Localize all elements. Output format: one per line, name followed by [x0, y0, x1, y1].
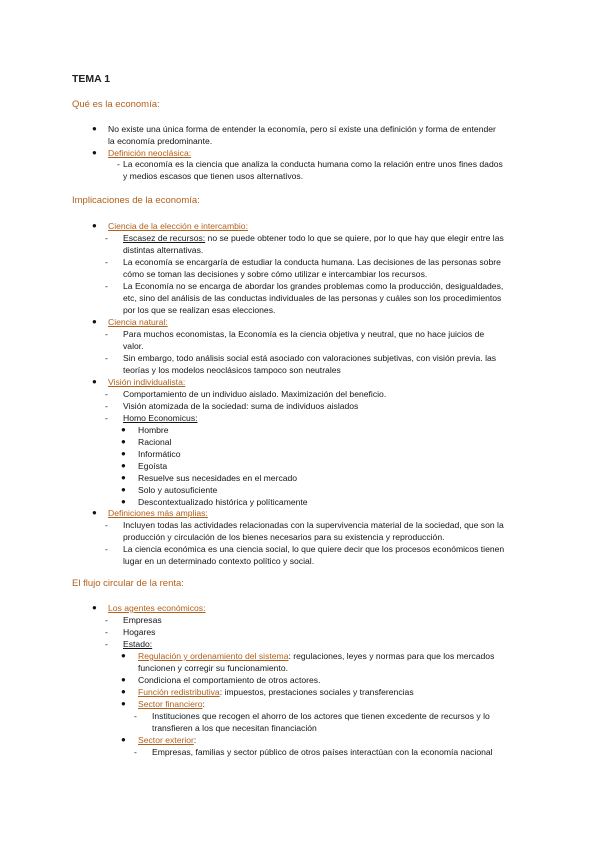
homo-economicus-label: Homo Economicus: [123, 413, 198, 423]
text-line: la economía predominante. [108, 136, 213, 146]
bullet-icon: ● [92, 508, 97, 517]
dash-icon: - [105, 615, 108, 625]
bullet-icon: ● [121, 735, 126, 744]
text-line: La ciencia económica es una ciencia social, lo que quiere decir que los procesos económicos tienen [123, 544, 505, 554]
page-title: TEMA 1 [72, 73, 111, 85]
text-line: Para muchos economistas, la Economía es la ciencia objetiva y neutral, que no hace juicios de [123, 329, 485, 339]
bullet-icon: ● [121, 687, 126, 696]
dash-icon: - [105, 389, 108, 399]
text-line: Función redistributiva: impuestos, prestaciones sociales y transferencias [138, 687, 414, 697]
text-line: Sin embargo, todo análisis social está asociado con valoraciones subjetivas, con visión previa. las [123, 353, 497, 363]
text-line: Incluyen todas las actividades relacionadas con la supervivencia material de la sociedad, que son la [123, 520, 504, 530]
text-line: Visión atomizada de la sociedad: suma de individuos aislados [123, 401, 359, 411]
text-line: producción y circulación de los bienes necesarios para su existencia y reproducción. [123, 532, 445, 542]
bullet-icon: ● [121, 497, 126, 506]
bullet-icon: ● [121, 437, 126, 446]
list-item: Resuelve sus necesidades en el mercado [138, 473, 298, 483]
dash-icon: - [105, 329, 108, 339]
dash-icon: - [105, 281, 108, 291]
section-heading-implicaciones: Implicaciones de la economía: [72, 195, 200, 206]
text-line: Empresas [123, 615, 162, 625]
section-heading-flujo-circular: El flujo circular de la renta: [72, 578, 184, 589]
text-line: Comportamiento de un individuo aislado. Maximización del beneficio. [123, 389, 387, 399]
list-item: Hombre [138, 425, 169, 435]
bullet-icon: ● [92, 148, 97, 157]
bullet-icon: ● [121, 651, 126, 660]
text-line: Instituciones que recogen el ahorro de los actores que tienen excedente de recursos y lo [152, 711, 490, 721]
text-line: Condiciona el comportamiento de otros actores. [138, 675, 321, 685]
dash-icon: - [105, 413, 108, 423]
bullet-icon: ● [121, 461, 126, 470]
text-line: La Economía no se encarga de abordar los grandes problemas como la producción, desigualdades, [123, 281, 504, 291]
text-line: Regulación y ordenamiento del sistema: regulaciones, leyes y normas para que los mercados [138, 651, 495, 661]
dash-icon: - [134, 747, 137, 757]
list-item: Descontextualizado histórica y políticamente [138, 497, 308, 507]
dash-icon: - [105, 353, 108, 363]
text-line: por los que se realizan esas elecciones. [123, 305, 276, 315]
text-line: La economía es la ciencia que analiza la conducta humana como la relación entre unos fines dados [123, 159, 503, 169]
dash-icon: - [117, 159, 120, 169]
list-item: Racional [138, 437, 172, 447]
text-line: teorías y los modelos neoclásicos tampoco son neutrales [123, 365, 341, 375]
text-line: No existe una única forma de entender la economía, pero sí existe una definición y forma de entender [108, 124, 496, 134]
dash-icon: - [105, 520, 108, 530]
dash-icon: - [105, 257, 108, 267]
list-item: Informático [138, 449, 181, 459]
dash-icon: - [105, 627, 108, 637]
estado-label: Estado: [123, 639, 153, 649]
sector-exterior-label: Sector exterior: [138, 735, 197, 745]
ciencia-natural-label: Ciencia natural: [108, 317, 168, 327]
section-heading-que-es: Qué es la economía: [72, 99, 160, 110]
text-line: cómo se toman las decisiones y sobre cómo utilizar e intercambiar los recursos. [123, 269, 428, 279]
definiciones-amplias-label: Definiciones más amplias: [108, 508, 208, 518]
text-line: Empresas, familias y sector público de otros países interactúan con la economía nacional [152, 747, 493, 757]
text-line: lugar en un determinado contexto político y social. [123, 556, 315, 566]
definicion-neoclasica-label: Definición neoclásica: [108, 148, 192, 158]
text-line: etc, sino del análisis de las conductas individuales de las personas y cuáles son los procedimientos [123, 293, 502, 303]
text-line: valor. [123, 341, 144, 351]
dash-icon: - [105, 544, 108, 554]
bullet-icon: ● [92, 221, 97, 230]
dash-icon: - [134, 711, 137, 721]
text-line: La economía se encargaría de estudiar la conducta humana. Las decisiones de las personas sobre [123, 257, 501, 267]
bullet-icon: ● [121, 449, 126, 458]
bullet-icon: ● [92, 377, 97, 386]
dash-icon: - [105, 639, 108, 649]
bullet-icon: ● [92, 603, 97, 612]
text-line: Escasez de recursos: no se puede obtener todo lo que se quiere, por lo que hay que elegir entre las [123, 233, 504, 243]
agentes-economicos-label: Los agentes económicos: [108, 603, 206, 613]
ciencia-eleccion-label: Ciencia de la elección e intercambio: [108, 221, 248, 231]
dash-icon: - [105, 233, 108, 243]
bullet-icon: ● [92, 124, 97, 133]
sector-financiero-label: Sector financiero: [138, 699, 205, 709]
text-line: funcionen y corregir su funcionamiento. [138, 663, 288, 673]
bullet-icon: ● [121, 425, 126, 434]
vision-individualista-label: Visión individualista: [108, 377, 186, 387]
dash-icon: - [105, 401, 108, 411]
text-line: Hogares [123, 627, 156, 637]
list-item: Solo y autosuficiente [138, 485, 218, 495]
bullet-icon: ● [121, 485, 126, 494]
list-item: Egoísta [138, 461, 168, 471]
text-line: distintas alternativas. [123, 245, 204, 255]
bullet-icon: ● [92, 317, 97, 326]
bullet-icon: ● [121, 473, 126, 482]
bullet-icon: ● [121, 675, 126, 684]
bullet-icon: ● [121, 699, 126, 708]
text-line: transfieren a los que necesitan financiación [152, 723, 317, 733]
text-line: y medios escasos que tienen usos alternativos. [123, 171, 304, 181]
